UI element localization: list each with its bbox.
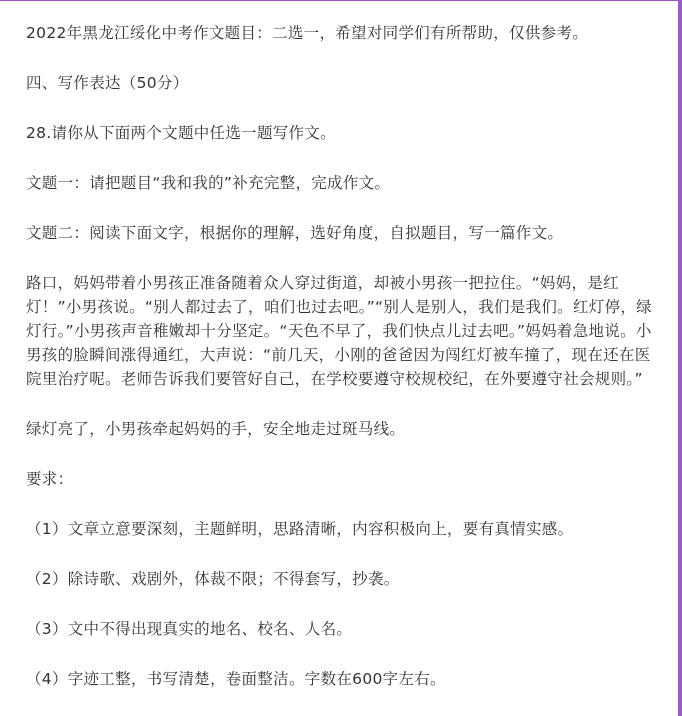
requirement-item: （1）文章立意要深刻，主题鲜明，思路清晰，内容积极向上，要有真情实感。 xyxy=(26,520,574,538)
question-paragraph: 28.请你从下面两个文题中任选一题写作文。 xyxy=(26,124,336,142)
topic-two-paragraph: 文题二：阅读下面文字，根据你的理解，选好角度，自拟题目，写一篇作文。 xyxy=(26,224,564,242)
requirement-item: （2）除诗歌、戏剧外，体裁不限；不得套写，抄袭。 xyxy=(26,570,400,588)
topic-one-paragraph: 文题一：请把题目“我和我的”补充完整，完成作文。 xyxy=(26,174,391,192)
article-body xyxy=(26,21,654,691)
requirement-item: （4）字迹工整，书写清楚，卷面整洁。字数在600字左右。 xyxy=(26,670,446,688)
story-end-paragraph: 绿灯亮了，小男孩牵起妈妈的手，安全地走过斑马线。 xyxy=(26,420,406,438)
requirement-item: （3）文中不得出现真实的地名、校名、人名。 xyxy=(26,620,353,638)
intro-paragraph: 2022年黑龙江绥化中考作文题目：二选一，希望对同学们有所帮助，仅供参考。 xyxy=(26,24,589,42)
story-paragraph: 路口，妈妈带着小男孩正准备随着众人穿过街道，却被小男孩一把拉住。“妈妈，是红灯！”小男孩说。“别人都过去了，咱们也过去吧。”“别人是别人，我们是我们。红灯停，绿灯行。”小男孩声音稚嫩却十分坚定。“天色不早了，我们快点儿过去吧。”妈妈着急地说。小男孩的脸瞬间涨得通红，大声说：“前几天，小刚的爸爸因为闯红灯被车撞了，现在还在医院里治疗呢。老师告诉我们要管好自己，在学校要遵守校规校纪，在外要遵守社会规则。” xyxy=(26,274,652,388)
requirements-title: 要求： xyxy=(26,470,74,488)
section-heading: 四、写作表达（50分） xyxy=(26,74,189,92)
